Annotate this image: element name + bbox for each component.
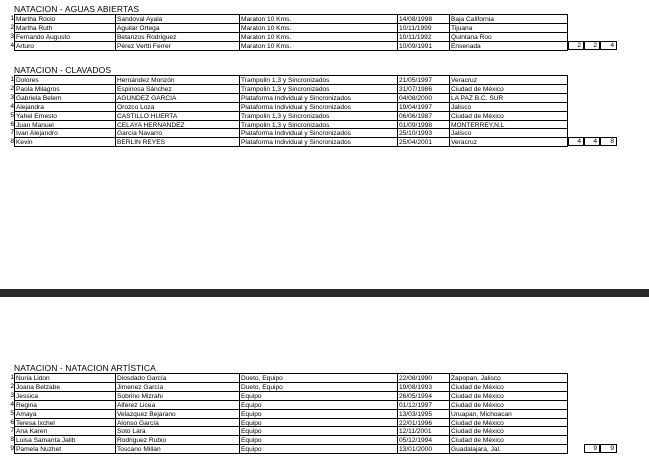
cell-first: Teresa Ixchel [14, 418, 116, 427]
cell-event: Maraton 10 Kms. [240, 23, 398, 32]
cell-place: Baja California [450, 14, 568, 23]
cell-place: Ensenada [450, 41, 568, 51]
section-title: NATACION - AGUAS ABIERTAS [14, 4, 140, 14]
cell-first: Amaya [14, 409, 116, 418]
cell-event: Plataforma Individual y Sincronizados [240, 128, 398, 137]
cell-place: Ciudad de México [450, 111, 568, 120]
table-row [0, 75, 649, 84]
row-number: 6 [10, 120, 14, 128]
row-number: 4 [10, 41, 14, 49]
cell-date: 13/01/2000 [398, 444, 450, 454]
table-row [0, 391, 649, 400]
cell-first: Luisa Samanta Jalib [14, 435, 116, 444]
cell-last: Pérez Vertti Ferrer [116, 41, 240, 51]
table-row [0, 435, 649, 444]
total-box: 4 [584, 137, 600, 146]
row-number: 8 [10, 138, 14, 146]
row-number: 2 [10, 382, 14, 390]
cell-last: CELAYA HERNANDEZ [116, 120, 240, 129]
table-row [0, 418, 649, 427]
cell-event: Dueto, Equipo [240, 382, 398, 391]
row-number: 2 [10, 84, 14, 92]
table-row [0, 84, 649, 93]
row-number: 8 [10, 436, 14, 444]
row-number: 1 [10, 76, 14, 83]
cell-place: Veracruz [450, 137, 568, 147]
cell-event: Plataforma Individual y Sincronizados [240, 93, 398, 102]
cell-last: Espinosa Sánchez [116, 84, 240, 93]
total-box: 2 [568, 41, 584, 50]
cell-first: Arturo [14, 41, 116, 51]
cell-place: Ciudad de México [450, 435, 568, 444]
table-row [0, 23, 649, 32]
section-title: NATACION - CLAVADOS [14, 65, 112, 75]
page-divider [0, 289, 649, 297]
table-row [0, 400, 649, 409]
cell-place: Tijuana [450, 23, 568, 32]
cell-place: Jalisco [450, 128, 568, 137]
table-row [0, 14, 649, 23]
table-row [0, 444, 649, 453]
cell-event: Equipo [240, 444, 398, 454]
cell-date: 10/11/1992 [398, 32, 450, 41]
total-box: 2 [584, 41, 600, 50]
cell-event: Trampolin 1,3 y Sincronizados [240, 84, 398, 93]
cell-event: Equipo [240, 391, 398, 400]
cell-date: 01/09/1998 [398, 120, 450, 129]
cell-date: 14/08/1998 [398, 14, 450, 23]
cell-event: Equipo [240, 400, 398, 409]
cell-last: Toscano Millan [116, 444, 240, 454]
row-number: 4 [10, 102, 14, 110]
cell-last: Orozco Loza [116, 102, 240, 111]
cell-first: Juan Manuel [14, 120, 116, 129]
row-number: 3 [10, 93, 14, 101]
cell-place: Ciudad de México [450, 426, 568, 435]
table-row [0, 382, 649, 391]
cell-last: Sobrino Mizrahi [116, 391, 240, 400]
cell-date: 25/04/2001 [398, 137, 450, 147]
table-row [0, 426, 649, 435]
cell-place: Ciudad de México [450, 391, 568, 400]
cell-first: Jessica [14, 391, 116, 400]
table-row [0, 128, 649, 137]
row-number: 4 [10, 400, 14, 408]
cell-event: Maraton 10 Kms. [240, 32, 398, 41]
table-row [0, 102, 649, 111]
cell-place: Guadalajara, Jal. [450, 444, 568, 454]
cell-last: BERLIN REYES [116, 137, 240, 147]
cell-date: 19/04/1997 [398, 102, 450, 111]
row-number: 3 [10, 391, 14, 399]
row-number: 2 [10, 23, 14, 31]
cell-date: 04/08/2000 [398, 93, 450, 102]
cell-place: Veracruz [450, 75, 568, 84]
cell-last: AGUNDEZ GARCIA [116, 93, 240, 102]
section-title: NATACION - NATACION ARTÍSTICA [14, 363, 156, 373]
cell-first: Paola Milagros [14, 84, 116, 93]
cell-first: Ana Karen [14, 426, 116, 435]
cell-last: Rodriguez Rubio [116, 435, 240, 444]
cell-first: Fernando Augusto [14, 32, 116, 41]
cell-event: Plataforma Individual y Sincronizados [240, 137, 398, 147]
cell-event: Equipo [240, 435, 398, 444]
cell-first: Alejandra [14, 102, 116, 111]
table-row [0, 137, 649, 146]
row-number: 5 [10, 111, 14, 119]
total-box: 4 [600, 41, 617, 50]
cell-first: Gabriela Belem [14, 93, 116, 102]
cell-date: 12/11/2001 [398, 426, 450, 435]
cell-event: Trampolin 1,3 y Sincronizados [240, 111, 398, 120]
cell-event: Trampolin 1,3 y Sincronizados [240, 75, 398, 84]
cell-event: Maraton 10 Kms. [240, 41, 398, 51]
cell-event: Equipo [240, 426, 398, 435]
cell-date: 26/05/1994 [398, 391, 450, 400]
cell-place: Ciudad de México [450, 84, 568, 93]
cell-event: Plataforma Individual y Sincronizados [240, 102, 398, 111]
cell-first: Yahel Ernesto [14, 111, 116, 120]
cell-last: Aguilar Ortega [116, 23, 240, 32]
cell-place: Jalisco [450, 102, 568, 111]
cell-place: Uruapan, Michoacan [450, 409, 568, 418]
table-row [0, 409, 649, 418]
table-row [0, 41, 649, 50]
cell-first: Pamela Nuzhet [14, 444, 116, 454]
row-number: 3 [10, 32, 14, 40]
cell-first: Nuria Lidon [14, 373, 116, 382]
table-row [0, 120, 649, 129]
cell-date: 13/03/1995 [398, 409, 450, 418]
row-number: 7 [10, 129, 14, 137]
cell-date: 19/08/1993 [398, 382, 450, 391]
cell-last: Alferez Licea [116, 400, 240, 409]
row-number: 1 [10, 374, 14, 381]
cell-place: Ciudad de México [450, 382, 568, 391]
cell-date: 31/07/1986 [398, 84, 450, 93]
cell-event: Dueto, Equipo [240, 373, 398, 382]
cell-first: Martha Ruth [14, 23, 116, 32]
cell-event: Maraton 10 Kms. [240, 14, 398, 23]
cell-date: 25/10/1993 [398, 128, 450, 137]
table-row [0, 111, 649, 120]
cell-date: 01/12/1997 [398, 400, 450, 409]
total-box: 9 [584, 444, 600, 453]
cell-date: 22/01/1996 [398, 418, 450, 427]
cell-date: 22/08/1990 [398, 373, 450, 382]
total-box: 4 [568, 137, 584, 146]
cell-last: Hernández Monzón [116, 75, 240, 84]
cell-last: Diosdado García [116, 373, 240, 382]
cell-last: Soto Lara [116, 426, 240, 435]
row-number: 7 [10, 427, 14, 435]
cell-event: Trampolin 1,3 y Sincronizados [240, 120, 398, 129]
cell-first: Dolores [14, 75, 116, 84]
cell-first: Kevin [14, 137, 116, 147]
cell-event: Equipo [240, 409, 398, 418]
cell-date: 10/11/1999 [398, 23, 450, 32]
cell-last: Betanzos Rodriguez [116, 32, 240, 41]
cell-first: Martha Rocio [14, 14, 116, 23]
total-box: 8 [600, 137, 617, 146]
cell-place: LA PAZ B.C. SUR [450, 93, 568, 102]
cell-date: 06/06/1987 [398, 111, 450, 120]
total-box: 9 [600, 444, 617, 453]
cell-last: Velazquez Bejarano [116, 409, 240, 418]
table-row [0, 32, 649, 41]
cell-first: Ivan Alejandro [14, 128, 116, 137]
cell-place: Ciudad de México [450, 400, 568, 409]
cell-last: García Navarro [116, 128, 240, 137]
table-row [0, 373, 649, 382]
cell-event: Equipo [240, 418, 398, 427]
cell-first: Joana Betzabe [14, 382, 116, 391]
cell-place: Quintana Roo [450, 32, 568, 41]
cell-last: CASTILLO HUERTA [116, 111, 240, 120]
cell-date: 05/12/1994 [398, 435, 450, 444]
cell-last: Jimenez García [116, 382, 240, 391]
table-row [0, 93, 649, 102]
cell-place: MONTERREY,N.L [450, 120, 568, 129]
cell-last: Sandoval Ayala [116, 14, 240, 23]
cell-last: Alonso García [116, 418, 240, 427]
cell-date: 21/05/1997 [398, 75, 450, 84]
cell-first: Regina [14, 400, 116, 409]
row-number: 5 [10, 409, 14, 417]
cell-place: Zapopan, Jalisco [450, 373, 568, 382]
cell-date: 10/09/1991 [398, 41, 450, 51]
row-number: 6 [10, 418, 14, 426]
row-number: 9 [10, 445, 14, 453]
cell-place: Ciudad de México [450, 418, 568, 427]
row-number: 1 [10, 15, 14, 22]
